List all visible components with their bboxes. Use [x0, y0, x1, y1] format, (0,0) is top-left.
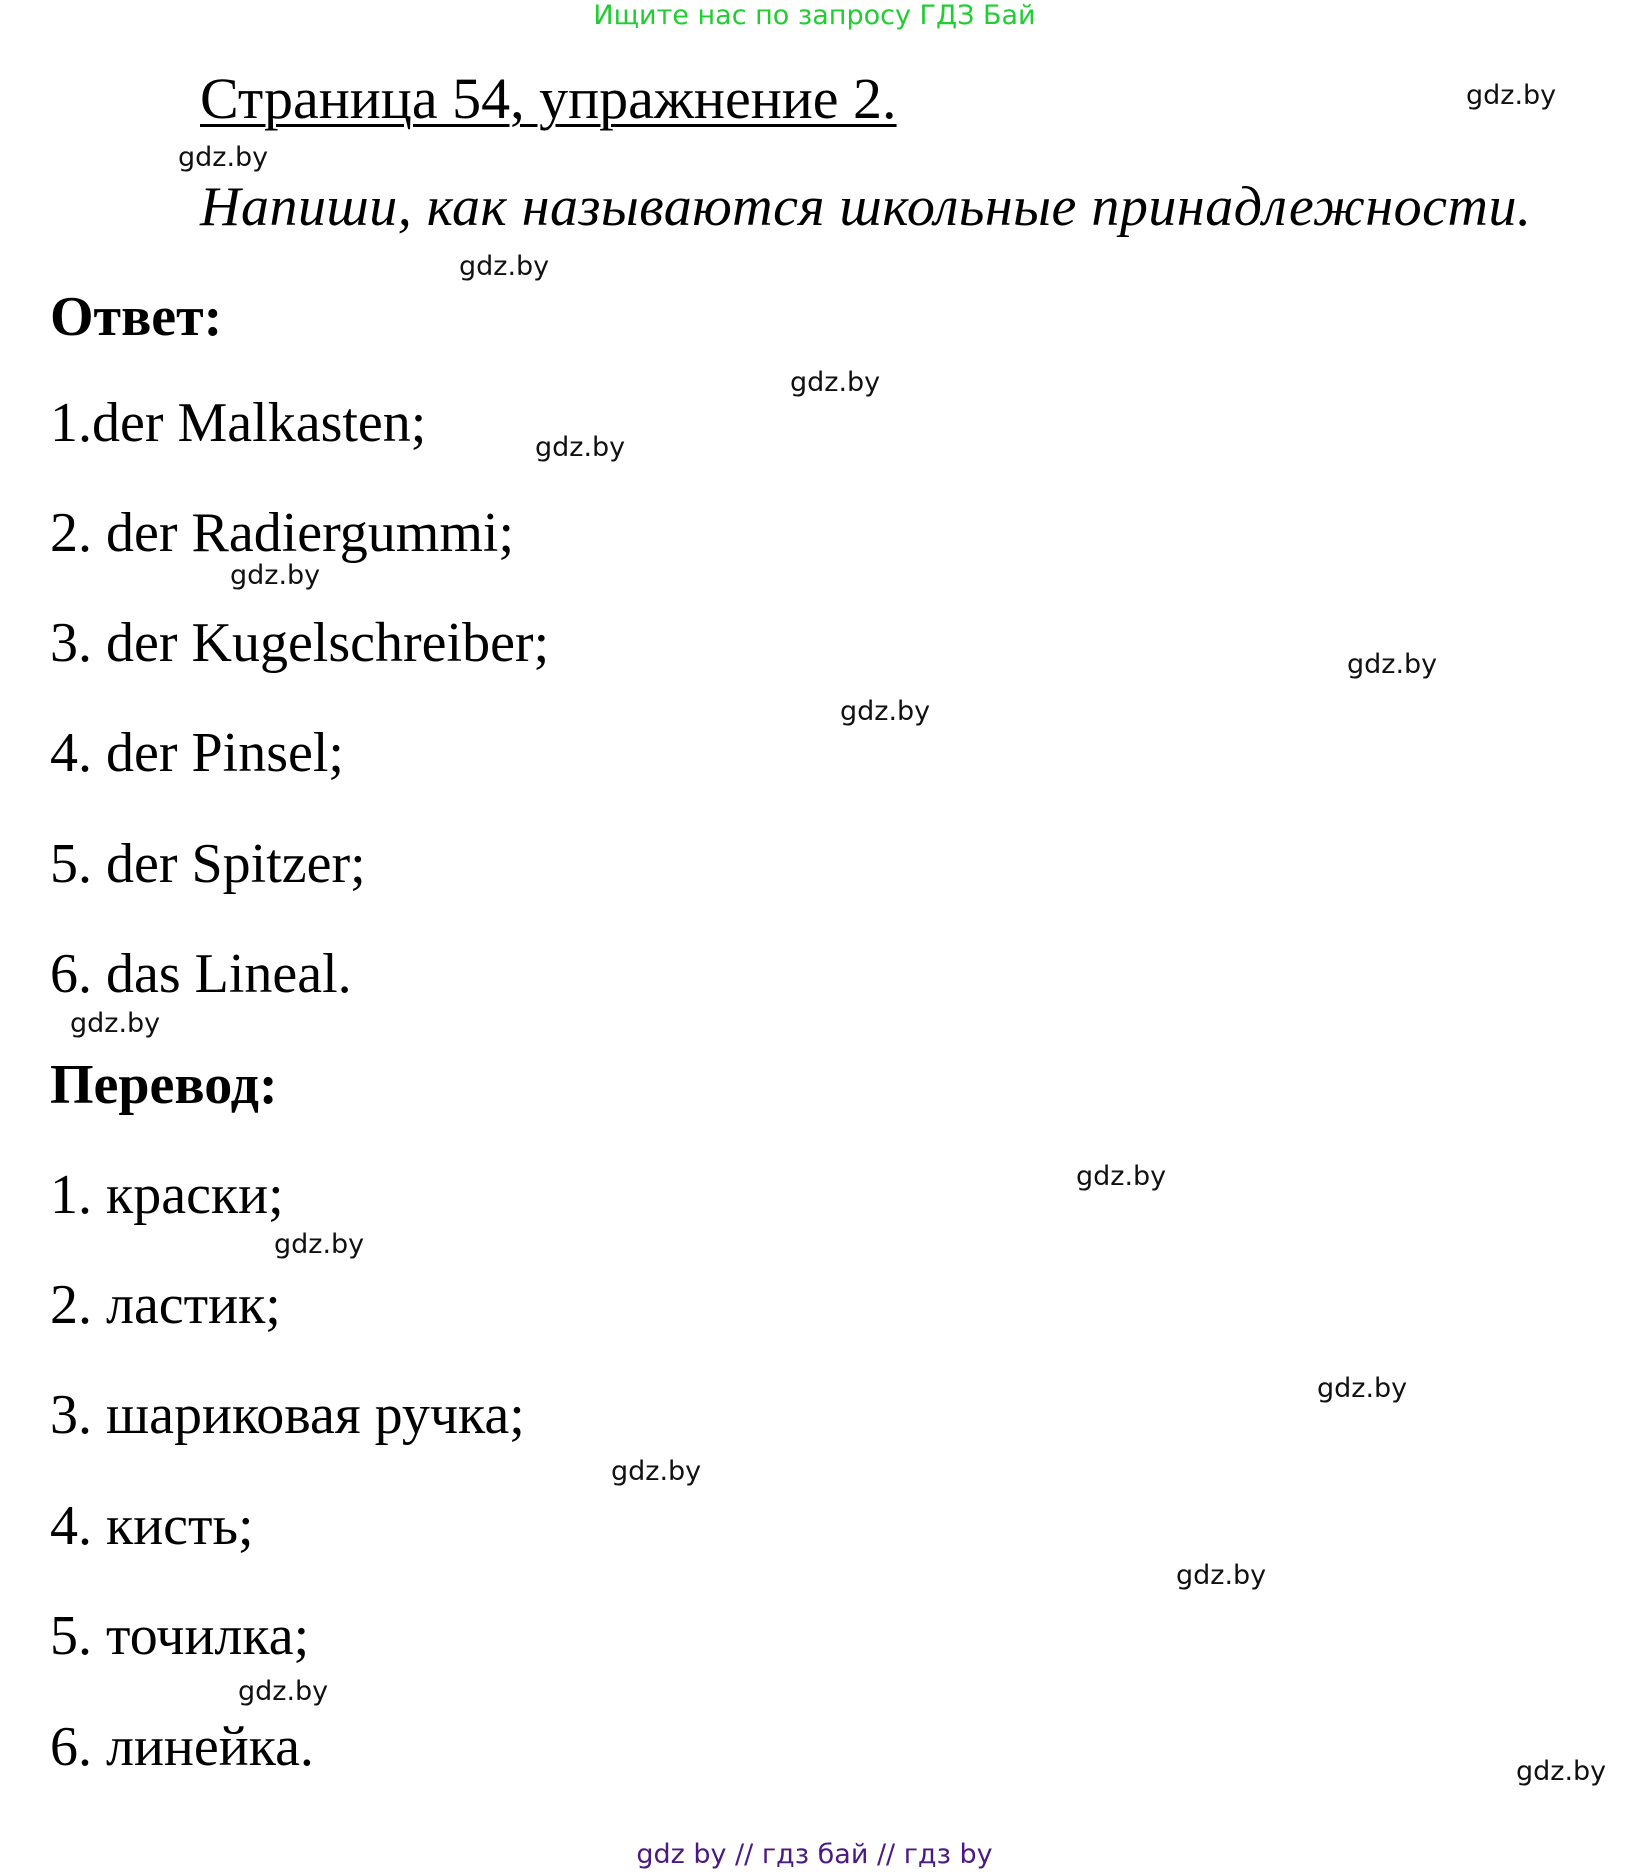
- translation-item: 4. кисть;: [50, 1495, 254, 1557]
- answer-item: 2. der Radiergummi;: [50, 502, 514, 564]
- watermark: gdz.by: [1076, 1161, 1167, 1192]
- footer-links: gdz by // гдз бай // гдз by: [636, 1839, 993, 1870]
- translation-heading: Перевод:: [50, 1054, 278, 1116]
- watermark: gdz.by: [840, 696, 931, 727]
- watermark: gdz.by: [1347, 649, 1438, 680]
- answer-item: 4. der Pinsel;: [50, 722, 344, 784]
- watermark: gdz.by: [178, 142, 269, 173]
- translation-item: 3. шариковая ручка;: [50, 1384, 525, 1446]
- translation-item: 6. линейка.: [50, 1716, 314, 1778]
- watermark: gdz.by: [535, 432, 626, 463]
- watermark: gdz.by: [70, 1008, 161, 1039]
- exercise-instruction: Напиши, как называются школьные принадлежности.: [200, 176, 1532, 238]
- answer-item: 3. der Kugelschreiber;: [50, 612, 550, 674]
- watermark: gdz.by: [274, 1229, 365, 1260]
- watermark: gdz.by: [230, 560, 321, 591]
- watermark: gdz.by: [238, 1676, 329, 1707]
- answer-item: 6. das Lineal.: [50, 943, 352, 1005]
- answer-item: 5. der Spitzer;: [50, 833, 366, 895]
- watermark: gdz.by: [790, 367, 881, 398]
- search-banner: Ищите нас по запросу ГДЗ Бай: [593, 0, 1036, 31]
- watermark: gdz.by: [1466, 80, 1557, 111]
- watermark: gdz.by: [1516, 1756, 1607, 1787]
- translation-item: 1. краски;: [50, 1164, 284, 1226]
- watermark: gdz.by: [459, 251, 550, 282]
- exercise-title: Страница 54, упражнение 2.: [200, 66, 897, 131]
- translation-item: 5. точилка;: [50, 1605, 310, 1667]
- watermark: gdz.by: [1176, 1560, 1267, 1591]
- answer-heading: Ответ:: [50, 286, 223, 348]
- watermark: gdz.by: [611, 1456, 702, 1487]
- translation-item: 2. ластик;: [50, 1274, 281, 1336]
- answer-item: 1.der Malkasten;: [50, 392, 427, 454]
- watermark: gdz.by: [1317, 1373, 1408, 1404]
